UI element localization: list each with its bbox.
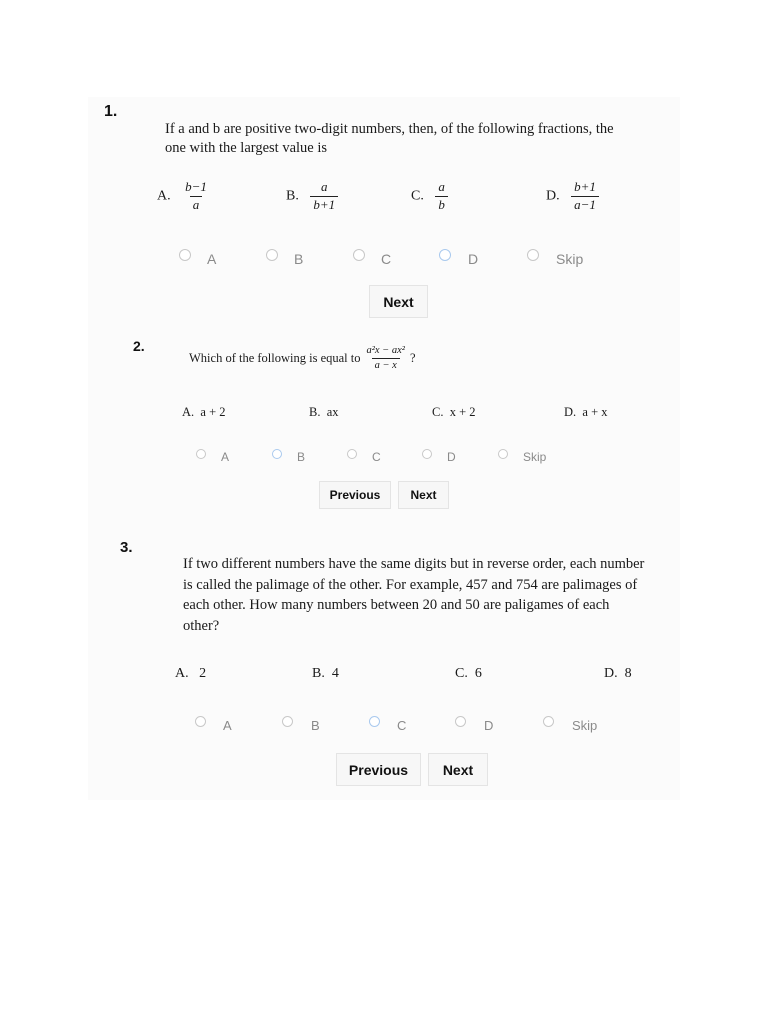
radio-label: C (372, 450, 381, 464)
option-value: a + x (582, 405, 608, 419)
radio-label: A (223, 718, 232, 733)
fraction-numerator: b+1 (574, 179, 596, 194)
radio-label: A (207, 251, 217, 267)
option-fraction (310, 180, 338, 213)
radio-label: B (297, 450, 306, 464)
option-letter: D. (604, 666, 618, 681)
radio-selected-icon (369, 716, 380, 727)
option-letter: D. (546, 188, 560, 204)
question-1-radio-b[interactable] (266, 243, 303, 267)
radio-circle-icon (266, 249, 278, 261)
question-1-radio-a[interactable] (179, 243, 216, 267)
fraction-denominator: a − x (372, 358, 400, 372)
question-1-option-a (157, 180, 210, 213)
option-value: 2 (199, 666, 207, 681)
option-letter: D. (564, 405, 577, 419)
question-3-text (183, 554, 644, 636)
fraction-denominator: a (190, 196, 203, 213)
question-3-option-a (175, 666, 206, 682)
radio-label: A (221, 450, 230, 464)
option-letter: B. (309, 405, 321, 419)
question-1-radio-c[interactable] (353, 243, 391, 267)
radio-label: B (294, 251, 304, 267)
question-3-radio-d[interactable] (455, 710, 493, 733)
question-2-fraction (364, 345, 408, 372)
option-letter: B. (312, 666, 325, 681)
radio-circle-icon (353, 249, 365, 261)
radio-label: Skip (556, 251, 584, 267)
fraction-denominator: a−1 (571, 196, 599, 213)
option-value: a + 2 (200, 405, 226, 419)
question-3-next-button[interactable]: Next (428, 753, 488, 786)
question-2-option-c (432, 405, 476, 420)
radio-circle-icon (498, 449, 508, 459)
question-2-radio-a[interactable] (196, 443, 229, 464)
question-2-number: 2. (133, 338, 145, 354)
option-fraction (571, 180, 599, 213)
question-2-option-b (309, 405, 339, 420)
question-2-option-d (564, 405, 608, 420)
fraction-denominator: b (435, 196, 448, 213)
fraction-denominator: b+1 (310, 196, 338, 213)
question-3-radio-b[interactable] (282, 710, 320, 733)
question-1-text-line: If a and b are positive two-digit numbers, then, of the following fractions, the (165, 121, 614, 137)
question-2-text-prefix: Which of the following is equal to (189, 351, 361, 366)
question-3-text-line: If two different numbers have the same digits but in reverse order, each number (183, 556, 645, 572)
option-value: x + 2 (449, 405, 476, 419)
question-3-previous-button[interactable]: Previous (336, 753, 421, 786)
question-3-option-d (604, 666, 632, 682)
question-2-option-a (182, 405, 226, 420)
radio-selected-icon (272, 449, 282, 459)
question-1-radio-d[interactable] (439, 243, 478, 267)
question-1-radio-skip[interactable] (527, 243, 583, 267)
question-3-text-line: each other. How many numbers between 20 and 50 are paligames of each (183, 597, 610, 613)
radio-label: Skip (572, 718, 598, 733)
option-letter: B. (286, 188, 299, 204)
question-2-text-suffix: ? (409, 351, 416, 366)
option-value: 6 (474, 666, 482, 681)
radio-selected-icon (439, 249, 451, 261)
option-letter: A. (175, 666, 189, 681)
question-1-next-button[interactable]: Next (369, 285, 428, 318)
radio-circle-icon (455, 716, 466, 727)
option-value: 8 (624, 666, 632, 681)
fraction-numerator: b−1 (185, 179, 207, 194)
question-1-option-c (411, 180, 448, 213)
option-value: 4 (331, 666, 339, 681)
question-2-radio-c[interactable] (347, 443, 381, 464)
option-fraction (435, 180, 448, 213)
radio-label: B (311, 718, 320, 733)
question-2-radio-b[interactable] (272, 443, 305, 464)
question-3-radio-skip[interactable] (543, 710, 597, 733)
option-letter: A. (157, 188, 171, 204)
radio-label: D (468, 251, 479, 267)
radio-circle-icon (195, 716, 206, 727)
question-1-number: 1. (104, 103, 118, 120)
radio-circle-icon (527, 249, 539, 261)
radio-circle-icon (282, 716, 293, 727)
radio-label: C (397, 718, 407, 733)
fraction-numerator: a (438, 179, 445, 194)
radio-circle-icon (543, 716, 554, 727)
question-1-text (165, 120, 614, 158)
radio-circle-icon (347, 449, 357, 459)
question-2-next-button[interactable]: Next (398, 481, 449, 509)
option-letter: A. (182, 405, 195, 419)
question-1-option-d (546, 180, 599, 213)
question-3-text-line: other? (183, 617, 220, 634)
radio-circle-icon (422, 449, 432, 459)
question-3-text-line: is called the palimage of the other. For example, 457 and 754 are palimages of (183, 576, 638, 593)
question-3-radio-a[interactable] (195, 710, 232, 733)
question-1-option-b (286, 180, 338, 213)
option-letter: C. (411, 188, 424, 204)
option-fraction (182, 180, 210, 213)
radio-label: D (484, 718, 494, 733)
radio-label: D (447, 450, 456, 464)
fraction-numerator: a²x − ax² (366, 345, 405, 356)
question-2-radio-d[interactable] (422, 443, 456, 464)
question-2-text (189, 345, 416, 372)
option-letter: C. (432, 405, 444, 419)
question-1-text-line: one with the largest value is (165, 140, 328, 156)
question-3-number: 3. (120, 539, 133, 556)
fraction-numerator: a (320, 179, 328, 194)
question-2-radio-skip[interactable] (498, 443, 546, 464)
radio-label: C (381, 251, 392, 267)
question-3-option-c (455, 666, 482, 682)
question-3-radio-c[interactable] (369, 710, 406, 733)
radio-label: Skip (523, 450, 547, 464)
radio-circle-icon (179, 249, 191, 261)
question-2-previous-button[interactable]: Previous (319, 481, 391, 509)
question-3-option-b (312, 666, 339, 682)
option-letter: C. (455, 666, 468, 681)
radio-circle-icon (196, 449, 206, 459)
option-value: ax (326, 405, 339, 419)
